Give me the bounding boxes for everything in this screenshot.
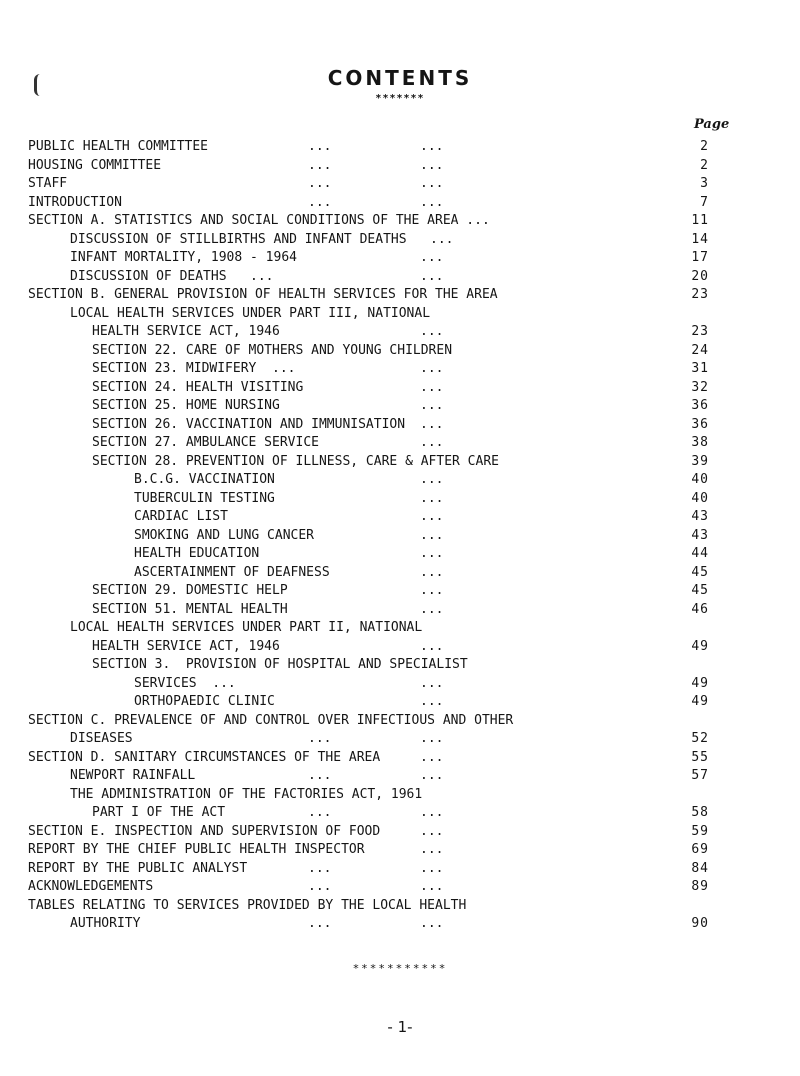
- toc-entry-title: SECTION 23. MIDWIFERY ...: [92, 361, 296, 376]
- toc-entry-page: 23: [691, 324, 709, 339]
- toc-leader-dots: ...: [420, 472, 444, 487]
- toc-leader-dots: ...: [420, 139, 444, 154]
- toc-entry-title: DISCUSSION OF STILLBIRTHS AND INFANT DEATHS ...: [70, 231, 454, 247]
- toc-entry: [0, 194, 800, 212]
- toc-entry: [0, 434, 800, 452]
- toc-entry: [0, 841, 800, 859]
- toc-entry-page: 7: [700, 194, 709, 210]
- toc-entry-page: 44: [691, 546, 709, 561]
- toc-entry: [0, 212, 800, 230]
- toc-entry: [0, 675, 800, 693]
- toc-leader-dots: ...: [308, 768, 332, 783]
- toc-entry: [0, 601, 800, 619]
- toc-entry-page: 24: [691, 342, 709, 358]
- toc-leader-dots: ...: [420, 842, 444, 857]
- toc-entry-title: SECTION 3. PROVISION OF HOSPITAL AND SPECIALIST: [92, 657, 468, 672]
- toc-entry-page: 40: [691, 490, 709, 506]
- toc-leader-dots: ...: [420, 675, 444, 691]
- toc-leader-dots: ...: [420, 879, 444, 894]
- toc-leader-dots: ...: [308, 194, 332, 210]
- toc-leader-dots: ...: [420, 490, 444, 506]
- toc-entry-title: TUBERCULIN TESTING: [134, 490, 275, 506]
- toc-entry-title: INTRODUCTION: [28, 194, 122, 210]
- toc-leader-dots: ...: [420, 509, 444, 524]
- toc-entry-page: 43: [691, 509, 709, 524]
- toc-entry-page: 49: [691, 675, 709, 691]
- toc-leader-dots: ...: [420, 416, 444, 432]
- toc-entry: [0, 508, 800, 526]
- toc-entry-title: STAFF: [28, 176, 68, 191]
- title-stars: *******: [375, 93, 425, 104]
- toc-entry-title: THE ADMINISTRATION OF THE FACTORIES ACT, 1961: [70, 786, 423, 802]
- toc-entry: [0, 786, 800, 804]
- toc-leader-dots: ...: [308, 139, 332, 154]
- toc-entry-page: 46: [691, 601, 709, 617]
- page-column-heading: Page: [694, 117, 730, 132]
- toc-entry: [0, 527, 800, 545]
- toc-leader-dots: ...: [420, 916, 444, 931]
- toc-entry-page: 23: [691, 287, 709, 302]
- toc-entry-title: DISCUSSION OF DEATHS ...: [70, 268, 274, 284]
- toc-entry-page: 45: [691, 583, 709, 598]
- toc-entry-title: B.C.G. VACCINATION: [134, 472, 275, 487]
- toc-leader-dots: ...: [308, 176, 332, 191]
- toc-entry: [0, 268, 800, 286]
- toc-entry-page: 2: [700, 157, 709, 173]
- toc-entry-title: ORTHOPAEDIC CLINIC: [134, 694, 275, 709]
- toc-entry: [0, 638, 800, 656]
- toc-entry: [0, 749, 800, 767]
- toc-entry-page: 2: [700, 139, 709, 154]
- toc-entry: [0, 249, 800, 267]
- toc-leader-dots: ...: [420, 638, 444, 654]
- toc-entry-title: HEALTH SERVICE ACT, 1946: [92, 324, 280, 339]
- toc-entry-title: SECTION 27. AMBULANCE SERVICE: [92, 435, 319, 450]
- toc-entry-title: SECTION A. STATISTICS AND SOCIAL CONDITIONS OF THE AREA ...: [28, 213, 490, 228]
- toc-entry: [0, 323, 800, 341]
- toc-leader-dots: ...: [420, 435, 444, 450]
- toc-entry-title: SECTION E. INSPECTION AND SUPERVISION OF FOOD: [28, 823, 381, 839]
- toc-entry-title: SECTION 26. VACCINATION AND IMMUNISATION: [92, 416, 406, 432]
- toc-leader-dots: ...: [420, 805, 444, 820]
- toc-entry: [0, 897, 800, 915]
- toc-leader-dots: ...: [308, 916, 332, 931]
- toc-entry: [0, 693, 800, 711]
- toc-entry-page: 20: [691, 268, 709, 284]
- toc-entry-page: 58: [691, 805, 709, 820]
- page-title: CONTENTS: [327, 66, 473, 90]
- toc-entry-title: SERVICES ...: [134, 675, 236, 691]
- toc-leader-dots: ...: [308, 860, 332, 876]
- toc-leader-dots: ...: [420, 176, 444, 191]
- toc-entry: [0, 619, 800, 637]
- toc-entry: [0, 416, 800, 434]
- toc-entry-page: 38: [691, 435, 709, 450]
- toc-leader-dots: ...: [420, 546, 444, 561]
- toc-entry-title: SECTION 29. DOMESTIC HELP: [92, 583, 288, 598]
- toc-leader-dots: ...: [420, 731, 444, 746]
- toc-entry-title: HEALTH EDUCATION: [134, 546, 260, 561]
- toc-entry: [0, 545, 800, 563]
- toc-entry-title: REPORT BY THE CHIEF PUBLIC HEALTH INSPECTOR: [28, 842, 365, 857]
- toc-entry: [0, 564, 800, 582]
- toc-entry: [0, 360, 800, 378]
- toc-entry-page: 17: [691, 250, 709, 265]
- toc-leader-dots: ...: [308, 805, 332, 820]
- toc-entry-page: 36: [691, 416, 709, 432]
- toc-entry: [0, 582, 800, 600]
- toc-entry-title: AUTHORITY: [70, 916, 141, 931]
- toc-entry-page: 55: [691, 749, 709, 765]
- toc-entry-page: 59: [691, 823, 709, 839]
- toc-entry-title: DISEASES: [70, 731, 133, 746]
- toc-leader-dots: ...: [420, 583, 444, 598]
- toc-leader-dots: ...: [420, 564, 444, 580]
- toc-entry-page: 45: [691, 564, 709, 580]
- toc-entry-page: 69: [691, 842, 709, 857]
- toc-entry: [0, 860, 800, 878]
- toc-leader-dots: ...: [308, 879, 332, 894]
- toc-entry: [0, 453, 800, 471]
- toc-entry-title: SECTION C. PREVALENCE OF AND CONTROL OVER INFECTIOUS AND OTHER: [28, 712, 514, 728]
- toc-entry-title: REPORT BY THE PUBLIC ANALYST: [28, 860, 248, 876]
- toc-entry-page: 43: [691, 527, 709, 543]
- toc-entry: [0, 342, 800, 360]
- toc-entry-title: HEALTH SERVICE ACT, 1946: [92, 638, 280, 654]
- toc-entry: [0, 157, 800, 175]
- toc-entry: [0, 915, 800, 933]
- toc-leader-dots: ...: [420, 694, 444, 709]
- toc-entry-title: SECTION 24. HEALTH VISITING: [92, 379, 304, 395]
- toc-entry-title: ACKNOWLEDGEMENTS: [28, 879, 154, 894]
- toc-leader-dots: ...: [420, 194, 444, 210]
- toc-entry-title: SECTION 51. MENTAL HEALTH: [92, 601, 288, 617]
- page-number: - 1-: [387, 1018, 413, 1036]
- end-stars: ***********: [352, 962, 448, 975]
- toc-leader-dots: ...: [420, 768, 444, 783]
- toc-entry-page: 84: [691, 860, 709, 876]
- toc-leader-dots: ...: [420, 324, 444, 339]
- toc-entry-page: 52: [691, 731, 709, 746]
- toc-entry: [0, 730, 800, 748]
- toc-leader-dots: ...: [420, 379, 444, 395]
- toc-entry-page: 11: [691, 213, 709, 228]
- toc-entry-title: SECTION 28. PREVENTION OF ILLNESS, CARE & AFTER CARE: [92, 453, 499, 469]
- toc-leader-dots: ...: [420, 601, 444, 617]
- toc-entry-title: ASCERTAINMENT OF DEAFNESS: [134, 564, 330, 580]
- toc-entry: [0, 175, 800, 193]
- toc-entry: [0, 138, 800, 156]
- toc-entry: [0, 286, 800, 304]
- toc-entry: [0, 823, 800, 841]
- toc-entry-title: SECTION 25. HOME NURSING: [92, 398, 280, 413]
- toc-entry: [0, 305, 800, 323]
- toc-leader-dots: ...: [308, 157, 332, 173]
- toc-entry-title: SECTION D. SANITARY CIRCUMSTANCES OF THE AREA: [28, 749, 381, 765]
- toc-entry-page: 89: [691, 879, 709, 894]
- toc-entry-page: 39: [691, 453, 709, 469]
- toc-entry-page: 32: [691, 379, 709, 395]
- toc-entry: [0, 878, 800, 896]
- toc-entry-title: INFANT MORTALITY, 1908 - 1964: [70, 250, 297, 265]
- toc-leader-dots: ...: [420, 250, 444, 265]
- toc-entry-page: 49: [691, 638, 709, 654]
- toc-entry: [0, 379, 800, 397]
- toc-entry-title: HOUSING COMMITTEE: [28, 157, 162, 173]
- toc-entry-title: PART I OF THE ACT: [92, 805, 226, 820]
- toc-entry: [0, 471, 800, 489]
- toc-entry-page: 49: [691, 694, 709, 709]
- toc-entry-page: 31: [691, 361, 709, 376]
- toc-entry-title: LOCAL HEALTH SERVICES UNDER PART III, NATIONAL: [70, 305, 431, 321]
- toc-entry-page: 14: [691, 231, 709, 247]
- toc-entry: [0, 490, 800, 508]
- toc-leader-dots: ...: [420, 823, 444, 839]
- toc-leader-dots: ...: [420, 268, 444, 284]
- toc-entry: [0, 767, 800, 785]
- toc-leader-dots: ...: [420, 749, 444, 765]
- toc-entry: [0, 231, 800, 249]
- toc-entry: [0, 397, 800, 415]
- toc-leader-dots: ...: [420, 157, 444, 173]
- toc-entry: [0, 656, 800, 674]
- toc-entry-title: LOCAL HEALTH SERVICES UNDER PART II, NATIONAL: [70, 620, 423, 635]
- toc-entry-title: SMOKING AND LUNG CANCER: [134, 527, 315, 543]
- toc-leader-dots: ...: [420, 361, 444, 376]
- toc-entry-page: 3: [700, 176, 709, 191]
- toc-entry-page: 40: [691, 472, 709, 487]
- toc-leader-dots: ...: [308, 731, 332, 746]
- toc-leader-dots: ...: [420, 527, 444, 543]
- toc-leader-dots: ...: [420, 398, 444, 413]
- toc-entry-title: CARDIAC LIST: [134, 509, 228, 524]
- toc-entry: [0, 712, 800, 730]
- toc-entry-page: 57: [691, 768, 709, 783]
- toc-leader-dots: ...: [420, 860, 444, 876]
- toc-entry: [0, 804, 800, 822]
- toc-entry-title: TABLES RELATING TO SERVICES PROVIDED BY THE LOCAL HEALTH: [28, 897, 467, 913]
- toc-entry-page: 90: [691, 916, 709, 931]
- toc-entry-page: 36: [691, 398, 709, 413]
- toc-entry-title: NEWPORT RAINFALL: [70, 768, 196, 783]
- toc-entry-title: SECTION B. GENERAL PROVISION OF HEALTH SERVICES FOR THE AREA: [28, 287, 498, 302]
- toc-entry-title: SECTION 22. CARE OF MOTHERS AND YOUNG CHILDREN: [92, 342, 453, 358]
- toc-entry-title: PUBLIC HEALTH COMMITTEE: [28, 139, 209, 154]
